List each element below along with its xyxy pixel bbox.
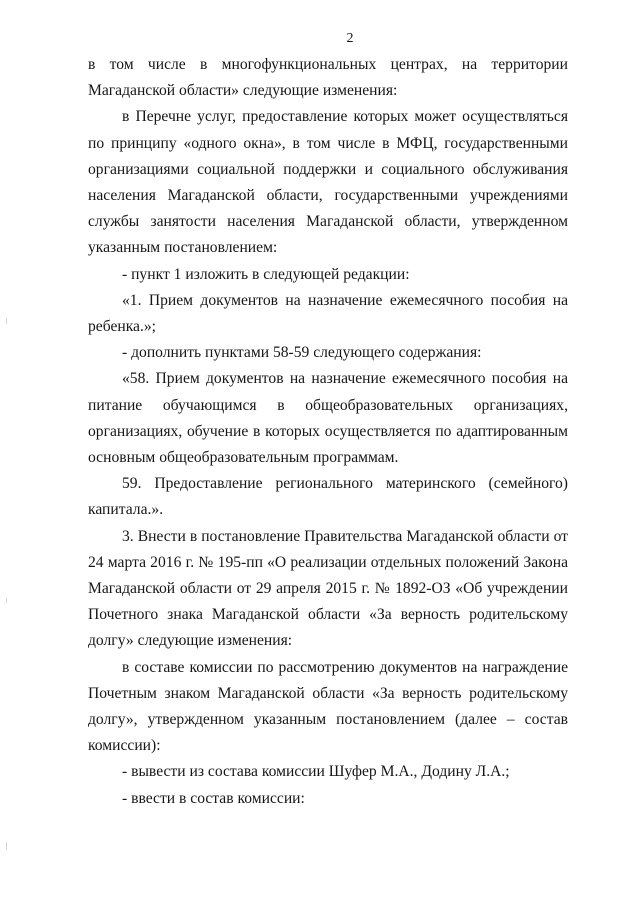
paragraph-continuation: в том числе в многофункциональных центрах, на территории Магаданской области» следующие изменения: [88,56,568,100]
paragraph-add-members: - ввести в состав комиссии: [122,789,305,807]
scan-edge-mark [6,318,7,324]
scan-edge-mark [6,842,7,850]
paragraph-item-59-text: 59. Предоставление регионального материнского (семейного) капитала.». [88,475,568,519]
paragraph-item-1-instruction: - пункт 1 изложить в следующей редакции: [122,265,410,283]
scan-edge-mark [6,598,7,603]
paragraph-services-list: в Перечне услуг, предоставление которых может осуществляться по принципу «одного окна», в том числе в МФЦ, государственными организациями социальной поддержки и социального обслуживания населения Магаданской области, государственными учреждениями службы занятости населения Магаданской области, утвержденном указанным постановлением: [88,108,568,257]
paragraph-section-3: 3. Внести в постановление Правительства Магаданской области от 24 марта 2016 г. № 195-пп «О реализации отдельных положений Закона Магаданской области от 29 апреля 2015 г. № 1892-ОЗ «Об учреждении Почетного знака Магаданской области «За верность родительскому долгу» следующие изменения: [88,527,568,650]
paragraph-commission-composition: в составе комиссии по рассмотрению документов на награждение Почетным знаком Магаданской области «За верность родительскому долгу», утвержденном указанным постановлением (далее – состав комиссии): [88,658,568,755]
page-number: 2 [346,31,354,46]
paragraph-items-58-59-instruction: - дополнить пунктами 58-59 следующего содержания: [122,344,482,362]
paragraph-remove-members: - вывести из состава комиссии Шуфер М.А., Додину Л.А.; [122,763,510,781]
document-body [88,52,568,812]
paragraph-item-58-text: «58. Прием документов на назначение ежемесячного пособия на питание обучающимся в общеобразовательных организациях, организациях, обучение в которых осуществляется по адаптированным основным общеобразовательным программам. [88,370,568,467]
paragraph-item-1-text: «1. Прием документов на назначение ежемесячного пособия на ребенка.»; [88,291,568,336]
